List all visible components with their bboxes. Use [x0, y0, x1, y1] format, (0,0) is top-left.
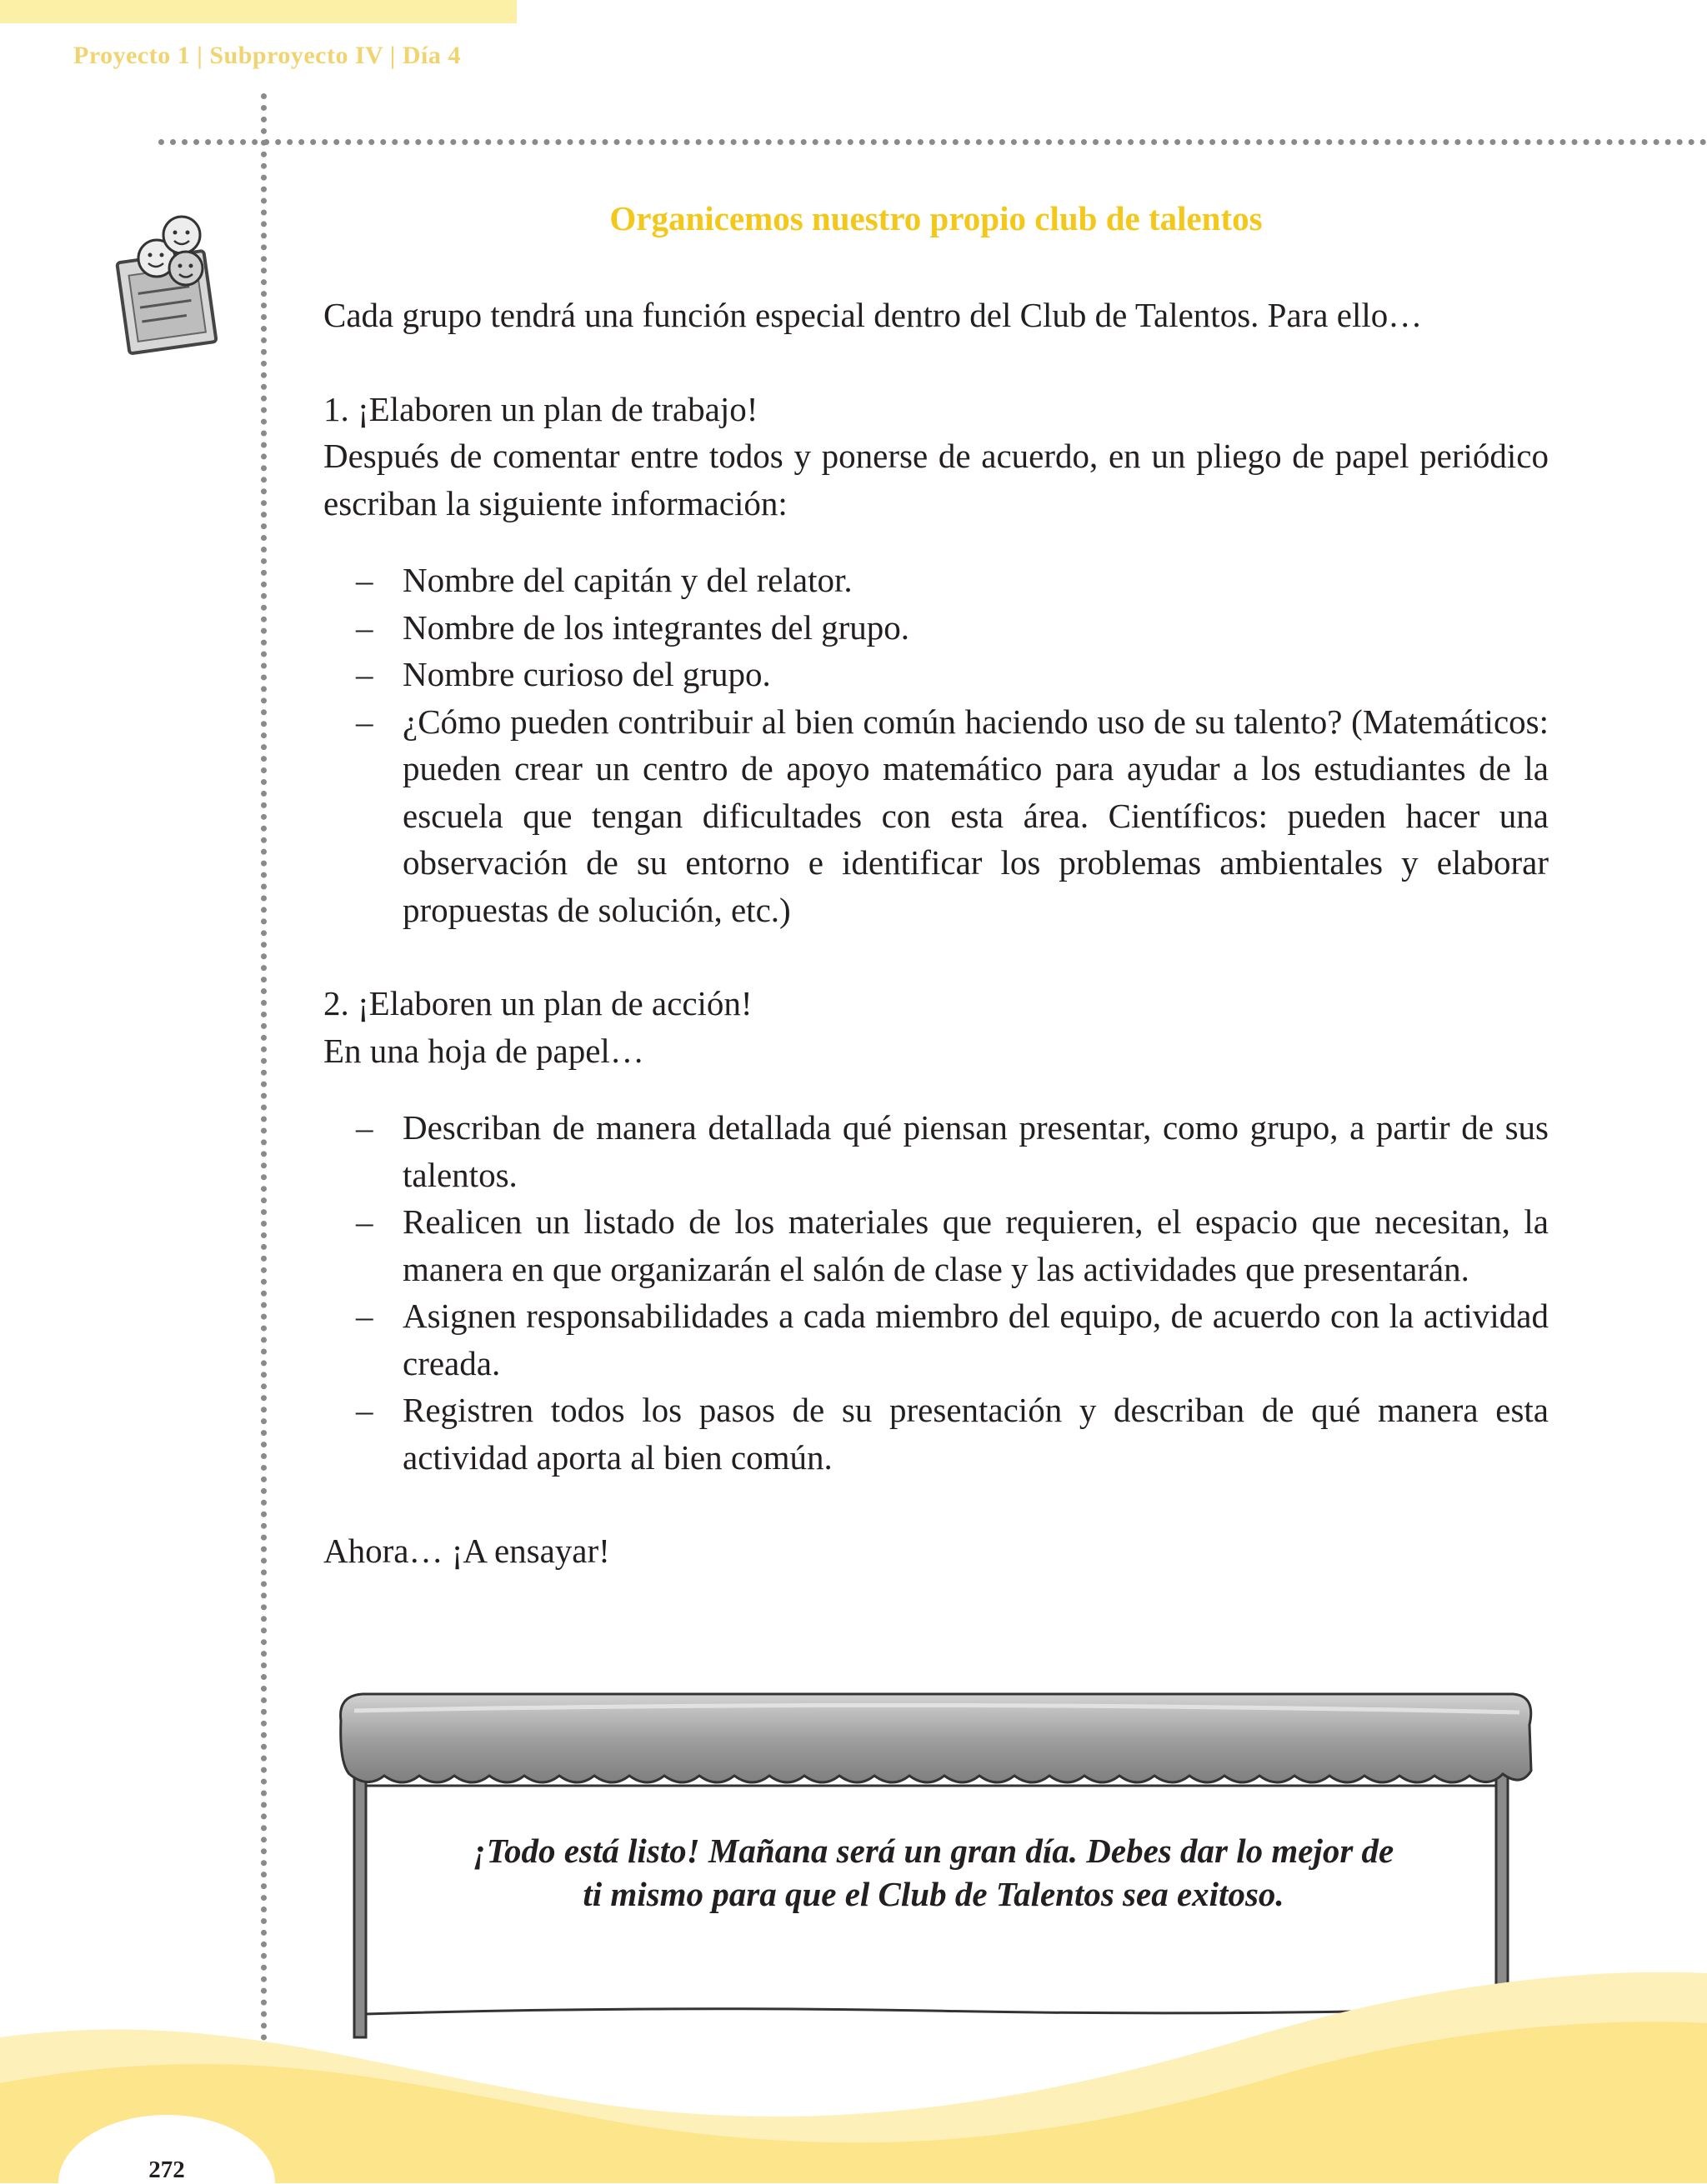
closing-line: Ahora… ¡A ensayar! [323, 1532, 610, 1570]
page-number: 272 [148, 2157, 185, 2183]
top-accent-bar [0, 0, 517, 23]
list-item: – Realicen un listado de los materiales que requieren, el espacio que necesitan, la manera en que organizarán el salón de clase y las actividades que presentarán. [403, 1198, 1549, 1292]
section2-heading: 2. ¡Elaboren un plan de acción! [323, 984, 753, 1022]
section2-list [323, 1104, 1549, 1481]
list-item: – Nombre curioso del grupo. [403, 651, 1549, 698]
section1-list [323, 557, 1549, 933]
bottom-wave-decoration [0, 1958, 1707, 2183]
list-item: – Registren todos los pasos de su presentación y describan de qué manera esta actividad aporta al bien común. [403, 1387, 1549, 1481]
list-item: – ¿Cómo pueden contribuir al bien común haciendo uso de su talento? (Matemáticos: pueden crear un centro de apoyo matemático para ayudar a los estudiantes de la escuela que tengan dificultades con esta área. Científicos: pueden hacer una observación de su entorno e identificar los problemas ambientales y elaborar propuestas de solución, etc.) [403, 698, 1549, 934]
intro-paragraph: Cada grupo tendrá una función especial dentro del Club de Talentos. Para ello… [323, 296, 1423, 334]
horizontal-dotted-divider [158, 139, 1707, 145]
vertical-dotted-divider [261, 93, 267, 2077]
children-notebook-icon [107, 210, 233, 356]
banner-message: ¡Todo está listo! Mañana será un gran día. Debes dar lo mejor de ti mismo para que el Club de Talentos sea exitoso. [473, 1832, 1394, 1913]
list-item: – Nombre del capitán y del relator. [403, 557, 1549, 604]
list-item: – Asignen responsabilidades a cada miembro del equipo, de acuerdo con la actividad creada. [403, 1292, 1549, 1387]
section1-text: Después de comentar entre todos y ponerse de acuerdo, en un pliego de papel periódico escriban la siguiente información: [323, 437, 1549, 522]
breadcrumb: Proyecto 1 | Subproyecto IV | Día 4 [73, 42, 461, 69]
section1-heading: 1. ¡Elaboren un plan de trabajo! [323, 389, 758, 428]
page-title: Organicemos nuestro propio club de talentos [609, 199, 1263, 237]
section2-text: En una hoja de papel… [323, 1031, 644, 1070]
list-item: – Nombre de los integrantes del grupo. [403, 604, 1549, 652]
list-item: – Describan de manera detallada qué piensan presentar, como grupo, a partir de sus talentos. [403, 1104, 1549, 1198]
main-content [323, 292, 1549, 1575]
